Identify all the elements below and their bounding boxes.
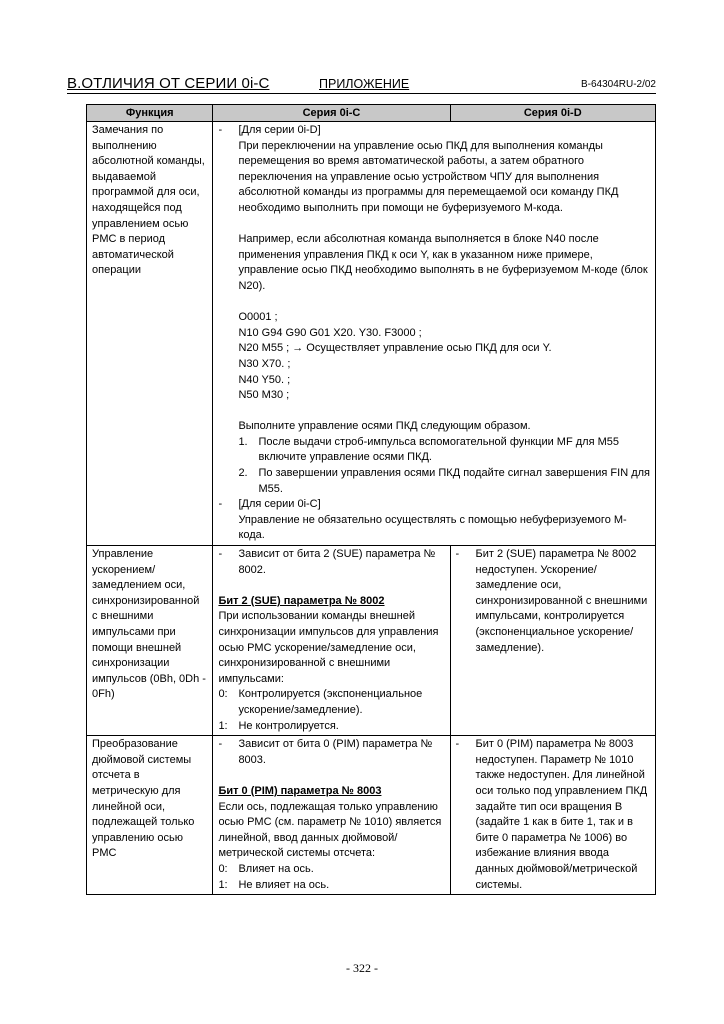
list-item: 0: Влияет на ось.	[218, 862, 314, 875]
table-row	[87, 546, 656, 736]
list-item: 1. После выдачи строб-импульса вспомогательной функции MF для M55 включите управление осями ПКД.	[238, 435, 619, 464]
code-line: O0001 ;	[238, 311, 278, 324]
row1-title-d: [Для серии 0i-D]	[238, 124, 321, 136]
section-title: B.ОТЛИЧИЯ ОТ СЕРИИ 0i-C	[67, 75, 270, 92]
row2-function: Управление ускорением/замедлением оси, синхронизированной с внешними импульсами при помощи внешней синхронизации импульсов (0Bh, 0Dh - 0Fh)	[87, 546, 213, 736]
row1-function: Замечания по выполнению абсолютной команды, выдаваемой программой для оси, находящейся под управлением осью PMC в период автоматической операции	[87, 122, 213, 546]
list-item: 1: Не контролируется.	[218, 719, 339, 732]
row3-d-text: Бит 0 (PIM) параметра № 8003 недоступен. Параметр № 1010 также недоступен. Для линейной оси только под управлением ПКД задайте тип оси вращения B (задайте 1 как в бите 1, так и в бите 0 параметра № 1006) во избежание влияния ввода данных дюймовой/метрической системы.	[475, 738, 648, 891]
row2-c-first: Зависит от бита 2 (SUE) параметра № 8002.	[238, 548, 436, 576]
row3-c-body: Если ось, подлежащая только управлению осью PMC (см. параметр № 1010) является линейной, ввод данных дюймовой/метрической системы отсчета:	[218, 800, 442, 860]
row2-series-c	[213, 546, 450, 736]
row2-series-d	[450, 546, 655, 736]
row1-block-d	[218, 123, 650, 497]
row2-c-body: При использовании команды внешней синхронизации импульсов для управления осью PMC ускорение/замедление оси, синхронизированной с внешними импульсами:	[218, 610, 439, 685]
code-line: N50 M30 ;	[238, 389, 290, 402]
dash-marker: -	[218, 124, 223, 136]
dash-marker: -	[455, 548, 460, 561]
row3-c-first: Зависит от бита 0 (PIM) параметра № 8003.	[238, 738, 433, 766]
row3-c-heading: Бит 0 (PIM) параметра № 8003	[218, 784, 382, 797]
differences-table	[86, 104, 656, 895]
row1-para4: Управление не обязательно осуществлять с помощью небуферизуемого M-кода.	[238, 513, 627, 542]
row1-para2: Например, если абсолютная команда выполняется в блоке N40 после применения управления ПКД к оси Y, как в указанном ниже примере, управление осью ПКД необходимо выполнять в не буферизуемом M-коде (блок N20).	[238, 233, 648, 292]
row1-para3: Выполните управление осями ПКД следующим образом.	[238, 420, 531, 433]
list-item: 1: Не влияет на ось.	[218, 878, 330, 891]
code-line: N40 Y50. ;	[238, 373, 291, 386]
page-header	[67, 73, 656, 94]
dash-marker: -	[455, 738, 460, 751]
row2-d-text: Бит 2 (SUE) параметра № 8002 недоступен. Ускорение/замедление оси, синхронизированной с внешними импульсами, контролируется (экспоненциальное ускорение/замедление).	[475, 548, 648, 654]
page-number: - 322 -	[346, 961, 378, 975]
column-header-function: Функция	[87, 105, 213, 122]
document-id: B-64304RU-2/02	[580, 79, 656, 90]
table-row	[87, 122, 656, 546]
row3-series-d	[450, 736, 655, 895]
row1-para1: При переключении на управление осью ПКД для выполнения команды перемещения во время автоматической работы, а затем обратного переключения на управление осью устройством ЧПУ для выполнения абсолютной команды из программы для перемещаемой оси команду ПКД необходимо выполнить при помощи не буферизуемого M-кода.	[238, 139, 619, 214]
row3-function: Преобразование дюймовой системы отсчета в метрическую для линейной оси, подлежащей только управлению осью PMC	[87, 736, 213, 895]
row2-c-heading: Бит 2 (SUE) параметра № 8002	[218, 594, 385, 607]
dash-marker: -	[218, 548, 223, 561]
dash-marker: -	[218, 498, 223, 511]
code-line: N20 M55 ; → Осуществляет управление осью ПКД для оси Y.	[238, 342, 552, 355]
list-item: 2. По завершении управления осями ПКД подайте сигнал завершения FIN для M55.	[238, 467, 650, 495]
column-header-series-c: Серия 0i-C	[213, 105, 450, 122]
column-header-series-d: Серия 0i-D	[450, 105, 655, 122]
appendix-label: ПРИЛОЖЕНИЕ	[319, 77, 410, 91]
row3-series-c	[213, 736, 450, 895]
table-row	[87, 736, 656, 895]
code-line: N10 G94 G90 G01 X20. Y30. F3000 ;	[238, 326, 422, 339]
row1-title-c: [Для серии 0i-C]	[238, 498, 321, 511]
row1-description	[213, 122, 656, 546]
code-line: N30 X70. ;	[238, 357, 291, 370]
table-header-row	[87, 105, 656, 122]
row1-block-c	[218, 497, 650, 544]
list-item: 0: Контролируется (экспоненциальное ускорение/замедление).	[218, 688, 423, 716]
dash-marker: -	[218, 738, 223, 751]
